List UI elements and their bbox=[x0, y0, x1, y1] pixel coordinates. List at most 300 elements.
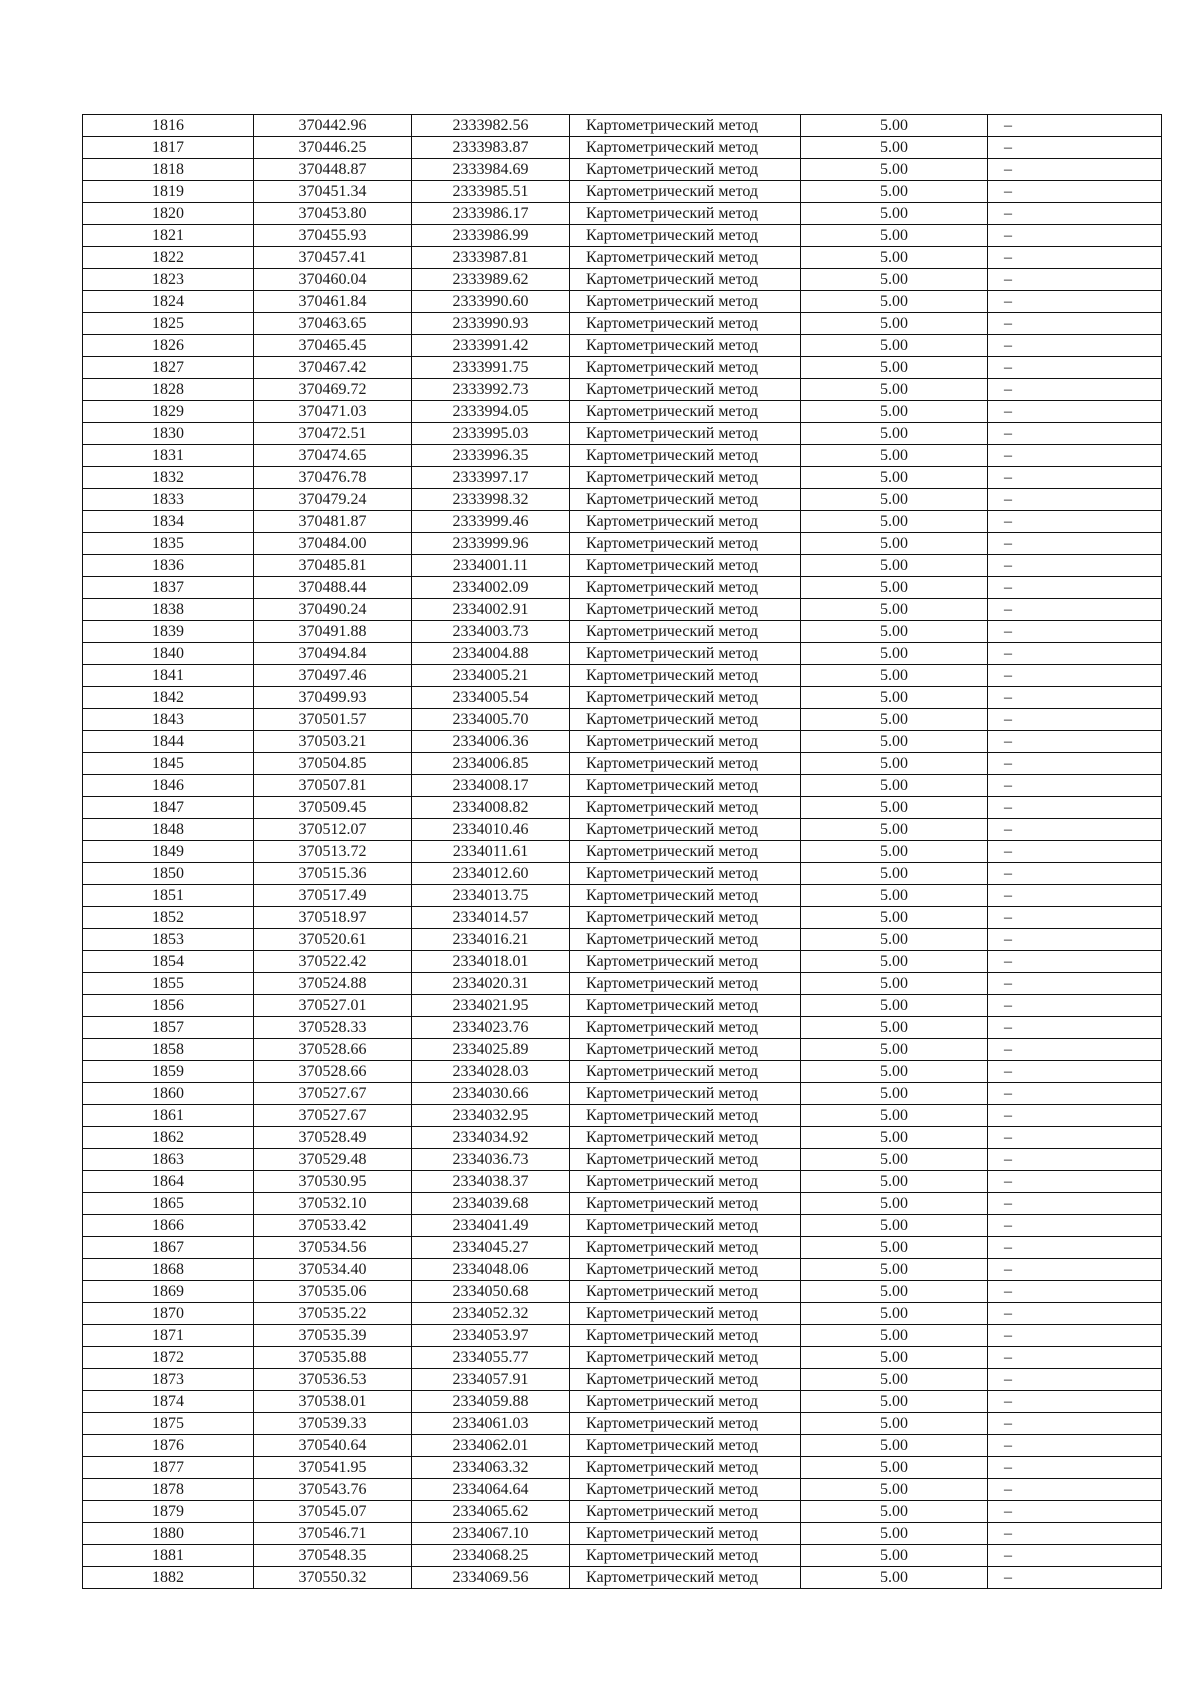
y-coordinate-cell: 2334041.49 bbox=[412, 1215, 570, 1237]
precision-cell: 5.00 bbox=[801, 1193, 988, 1215]
x-coordinate-cell: 370535.88 bbox=[254, 1347, 412, 1369]
note-cell: – bbox=[988, 1193, 1162, 1215]
method-cell: Картометрический метод bbox=[570, 401, 801, 423]
table-row bbox=[83, 1545, 1162, 1567]
table-row bbox=[83, 1457, 1162, 1479]
precision-cell: 5.00 bbox=[801, 775, 988, 797]
table-row bbox=[83, 775, 1162, 797]
table-row bbox=[83, 1391, 1162, 1413]
method-cell: Картометрический метод bbox=[570, 1303, 801, 1325]
note-cell: – bbox=[988, 1479, 1162, 1501]
precision-cell: 5.00 bbox=[801, 1127, 988, 1149]
precision-cell: 5.00 bbox=[801, 555, 988, 577]
table-row bbox=[83, 1501, 1162, 1523]
point-number-cell: 1876 bbox=[83, 1435, 254, 1457]
x-coordinate-cell: 370469.72 bbox=[254, 379, 412, 401]
note-cell: – bbox=[988, 1523, 1162, 1545]
x-coordinate-cell: 370530.95 bbox=[254, 1171, 412, 1193]
y-coordinate-cell: 2334008.82 bbox=[412, 797, 570, 819]
y-coordinate-cell: 2334039.68 bbox=[412, 1193, 570, 1215]
table-row bbox=[83, 1259, 1162, 1281]
precision-cell: 5.00 bbox=[801, 533, 988, 555]
note-cell: – bbox=[988, 841, 1162, 863]
precision-cell: 5.00 bbox=[801, 1435, 988, 1457]
table-row bbox=[83, 929, 1162, 951]
note-cell: – bbox=[988, 1567, 1162, 1589]
method-cell: Картометрический метод bbox=[570, 1347, 801, 1369]
x-coordinate-cell: 370536.53 bbox=[254, 1369, 412, 1391]
note-cell: – bbox=[988, 951, 1162, 973]
table-row bbox=[83, 1105, 1162, 1127]
note-cell: – bbox=[988, 203, 1162, 225]
x-coordinate-cell: 370455.93 bbox=[254, 225, 412, 247]
y-coordinate-cell: 2334012.60 bbox=[412, 863, 570, 885]
x-coordinate-cell: 370471.03 bbox=[254, 401, 412, 423]
note-cell: – bbox=[988, 1413, 1162, 1435]
point-number-cell: 1841 bbox=[83, 665, 254, 687]
x-coordinate-cell: 370503.21 bbox=[254, 731, 412, 753]
point-number-cell: 1857 bbox=[83, 1017, 254, 1039]
point-number-cell: 1829 bbox=[83, 401, 254, 423]
table-row bbox=[83, 863, 1162, 885]
table-row bbox=[83, 357, 1162, 379]
y-coordinate-cell: 2334065.62 bbox=[412, 1501, 570, 1523]
method-cell: Картометрический метод bbox=[570, 1413, 801, 1435]
table-row bbox=[83, 1017, 1162, 1039]
note-cell: – bbox=[988, 687, 1162, 709]
precision-cell: 5.00 bbox=[801, 511, 988, 533]
point-number-cell: 1879 bbox=[83, 1501, 254, 1523]
point-number-cell: 1871 bbox=[83, 1325, 254, 1347]
note-cell: – bbox=[988, 1325, 1162, 1347]
note-cell: – bbox=[988, 357, 1162, 379]
x-coordinate-cell: 370520.61 bbox=[254, 929, 412, 951]
precision-cell: 5.00 bbox=[801, 907, 988, 929]
table-row bbox=[83, 115, 1162, 137]
note-cell: – bbox=[988, 1237, 1162, 1259]
table-row bbox=[83, 1435, 1162, 1457]
x-coordinate-cell: 370467.42 bbox=[254, 357, 412, 379]
point-number-cell: 1848 bbox=[83, 819, 254, 841]
method-cell: Картометрический метод bbox=[570, 181, 801, 203]
precision-cell: 5.00 bbox=[801, 1171, 988, 1193]
x-coordinate-cell: 370517.49 bbox=[254, 885, 412, 907]
point-number-cell: 1830 bbox=[83, 423, 254, 445]
method-cell: Картометрический метод bbox=[570, 753, 801, 775]
method-cell: Картометрический метод bbox=[570, 1457, 801, 1479]
table-row bbox=[83, 1413, 1162, 1435]
note-cell: – bbox=[988, 1105, 1162, 1127]
method-cell: Картометрический метод bbox=[570, 533, 801, 555]
method-cell: Картометрический метод bbox=[570, 313, 801, 335]
precision-cell: 5.00 bbox=[801, 467, 988, 489]
method-cell: Картометрический метод bbox=[570, 1501, 801, 1523]
method-cell: Картометрический метод bbox=[570, 137, 801, 159]
precision-cell: 5.00 bbox=[801, 1303, 988, 1325]
note-cell: – bbox=[988, 445, 1162, 467]
table-row bbox=[83, 1523, 1162, 1545]
x-coordinate-cell: 370460.04 bbox=[254, 269, 412, 291]
note-cell: – bbox=[988, 1281, 1162, 1303]
precision-cell: 5.00 bbox=[801, 885, 988, 907]
method-cell: Картометрический метод bbox=[570, 225, 801, 247]
table-row bbox=[83, 687, 1162, 709]
x-coordinate-cell: 370541.95 bbox=[254, 1457, 412, 1479]
note-cell: – bbox=[988, 709, 1162, 731]
table-row bbox=[83, 1281, 1162, 1303]
precision-cell: 5.00 bbox=[801, 753, 988, 775]
table-row bbox=[83, 1567, 1162, 1589]
precision-cell: 5.00 bbox=[801, 841, 988, 863]
precision-cell: 5.00 bbox=[801, 687, 988, 709]
y-coordinate-cell: 2334064.64 bbox=[412, 1479, 570, 1501]
point-number-cell: 1831 bbox=[83, 445, 254, 467]
method-cell: Картометрический метод bbox=[570, 1281, 801, 1303]
y-coordinate-cell: 2334045.27 bbox=[412, 1237, 570, 1259]
method-cell: Картометрический метод bbox=[570, 907, 801, 929]
note-cell: – bbox=[988, 115, 1162, 137]
note-cell: – bbox=[988, 555, 1162, 577]
method-cell: Картометрический метод bbox=[570, 599, 801, 621]
precision-cell: 5.00 bbox=[801, 379, 988, 401]
note-cell: – bbox=[988, 1501, 1162, 1523]
y-coordinate-cell: 2333996.35 bbox=[412, 445, 570, 467]
x-coordinate-cell: 370527.67 bbox=[254, 1105, 412, 1127]
method-cell: Картометрический метод bbox=[570, 1435, 801, 1457]
point-number-cell: 1853 bbox=[83, 929, 254, 951]
y-coordinate-cell: 2334034.92 bbox=[412, 1127, 570, 1149]
table-row bbox=[83, 203, 1162, 225]
table-row bbox=[83, 951, 1162, 973]
precision-cell: 5.00 bbox=[801, 1259, 988, 1281]
note-cell: – bbox=[988, 423, 1162, 445]
note-cell: – bbox=[988, 599, 1162, 621]
note-cell: – bbox=[988, 1435, 1162, 1457]
point-number-cell: 1877 bbox=[83, 1457, 254, 1479]
precision-cell: 5.00 bbox=[801, 797, 988, 819]
note-cell: – bbox=[988, 621, 1162, 643]
y-coordinate-cell: 2333982.56 bbox=[412, 115, 570, 137]
y-coordinate-cell: 2334008.17 bbox=[412, 775, 570, 797]
precision-cell: 5.00 bbox=[801, 951, 988, 973]
table-row bbox=[83, 731, 1162, 753]
table-row bbox=[83, 445, 1162, 467]
method-cell: Картометрический метод bbox=[570, 1105, 801, 1127]
note-cell: – bbox=[988, 1457, 1162, 1479]
table-row bbox=[83, 577, 1162, 599]
method-cell: Картометрический метод bbox=[570, 247, 801, 269]
point-number-cell: 1874 bbox=[83, 1391, 254, 1413]
table-row bbox=[83, 1237, 1162, 1259]
x-coordinate-cell: 370504.85 bbox=[254, 753, 412, 775]
x-coordinate-cell: 370485.81 bbox=[254, 555, 412, 577]
method-cell: Картометрический метод bbox=[570, 379, 801, 401]
y-coordinate-cell: 2333992.73 bbox=[412, 379, 570, 401]
y-coordinate-cell: 2334014.57 bbox=[412, 907, 570, 929]
x-coordinate-cell: 370550.32 bbox=[254, 1567, 412, 1589]
precision-cell: 5.00 bbox=[801, 577, 988, 599]
precision-cell: 5.00 bbox=[801, 291, 988, 313]
y-coordinate-cell: 2334059.88 bbox=[412, 1391, 570, 1413]
point-number-cell: 1824 bbox=[83, 291, 254, 313]
precision-cell: 5.00 bbox=[801, 225, 988, 247]
point-number-cell: 1844 bbox=[83, 731, 254, 753]
method-cell: Картометрический метод bbox=[570, 269, 801, 291]
method-cell: Картометрический метод bbox=[570, 1523, 801, 1545]
point-number-cell: 1878 bbox=[83, 1479, 254, 1501]
point-number-cell: 1860 bbox=[83, 1083, 254, 1105]
y-coordinate-cell: 2334052.32 bbox=[412, 1303, 570, 1325]
precision-cell: 5.00 bbox=[801, 621, 988, 643]
point-number-cell: 1861 bbox=[83, 1105, 254, 1127]
table-row bbox=[83, 819, 1162, 841]
precision-cell: 5.00 bbox=[801, 181, 988, 203]
point-number-cell: 1859 bbox=[83, 1061, 254, 1083]
method-cell: Картометрический метод bbox=[570, 819, 801, 841]
point-number-cell: 1875 bbox=[83, 1413, 254, 1435]
x-coordinate-cell: 370546.71 bbox=[254, 1523, 412, 1545]
y-coordinate-cell: 2334038.37 bbox=[412, 1171, 570, 1193]
method-cell: Картометрический метод bbox=[570, 555, 801, 577]
note-cell: – bbox=[988, 1259, 1162, 1281]
method-cell: Картометрический метод bbox=[570, 1369, 801, 1391]
note-cell: – bbox=[988, 335, 1162, 357]
x-coordinate-cell: 370529.48 bbox=[254, 1149, 412, 1171]
x-coordinate-cell: 370491.88 bbox=[254, 621, 412, 643]
x-coordinate-cell: 370448.87 bbox=[254, 159, 412, 181]
method-cell: Картометрический метод bbox=[570, 357, 801, 379]
x-coordinate-cell: 370528.33 bbox=[254, 1017, 412, 1039]
note-cell: – bbox=[988, 1061, 1162, 1083]
method-cell: Картометрический метод bbox=[570, 995, 801, 1017]
table-row bbox=[83, 1303, 1162, 1325]
note-cell: – bbox=[988, 401, 1162, 423]
precision-cell: 5.00 bbox=[801, 1523, 988, 1545]
precision-cell: 5.00 bbox=[801, 1567, 988, 1589]
method-cell: Картометрический метод bbox=[570, 1259, 801, 1281]
note-cell: – bbox=[988, 225, 1162, 247]
x-coordinate-cell: 370479.24 bbox=[254, 489, 412, 511]
x-coordinate-cell: 370497.46 bbox=[254, 665, 412, 687]
x-coordinate-cell: 370474.65 bbox=[254, 445, 412, 467]
point-number-cell: 1843 bbox=[83, 709, 254, 731]
precision-cell: 5.00 bbox=[801, 643, 988, 665]
method-cell: Картометрический метод bbox=[570, 1061, 801, 1083]
precision-cell: 5.00 bbox=[801, 159, 988, 181]
y-coordinate-cell: 2333995.03 bbox=[412, 423, 570, 445]
y-coordinate-cell: 2333984.69 bbox=[412, 159, 570, 181]
method-cell: Картометрический метод bbox=[570, 1193, 801, 1215]
precision-cell: 5.00 bbox=[801, 709, 988, 731]
y-coordinate-cell: 2334021.95 bbox=[412, 995, 570, 1017]
y-coordinate-cell: 2334006.85 bbox=[412, 753, 570, 775]
precision-cell: 5.00 bbox=[801, 1061, 988, 1083]
method-cell: Картометрический метод bbox=[570, 1171, 801, 1193]
table-row bbox=[83, 533, 1162, 555]
table-row bbox=[83, 995, 1162, 1017]
table-row bbox=[83, 489, 1162, 511]
note-cell: – bbox=[988, 797, 1162, 819]
note-cell: – bbox=[988, 973, 1162, 995]
precision-cell: 5.00 bbox=[801, 929, 988, 951]
point-number-cell: 1818 bbox=[83, 159, 254, 181]
y-coordinate-cell: 2333990.93 bbox=[412, 313, 570, 335]
point-number-cell: 1864 bbox=[83, 1171, 254, 1193]
method-cell: Картометрический метод bbox=[570, 929, 801, 951]
table-row bbox=[83, 1215, 1162, 1237]
point-number-cell: 1865 bbox=[83, 1193, 254, 1215]
method-cell: Картометрический метод bbox=[570, 115, 801, 137]
point-number-cell: 1834 bbox=[83, 511, 254, 533]
y-coordinate-cell: 2334005.54 bbox=[412, 687, 570, 709]
table-row bbox=[83, 621, 1162, 643]
y-coordinate-cell: 2334020.31 bbox=[412, 973, 570, 995]
point-number-cell: 1832 bbox=[83, 467, 254, 489]
y-coordinate-cell: 2333987.81 bbox=[412, 247, 570, 269]
point-number-cell: 1847 bbox=[83, 797, 254, 819]
table-row bbox=[83, 511, 1162, 533]
method-cell: Картометрический метод bbox=[570, 621, 801, 643]
point-number-cell: 1826 bbox=[83, 335, 254, 357]
table-row bbox=[83, 1039, 1162, 1061]
point-number-cell: 1849 bbox=[83, 841, 254, 863]
method-cell: Картометрический метод bbox=[570, 445, 801, 467]
note-cell: – bbox=[988, 775, 1162, 797]
precision-cell: 5.00 bbox=[801, 357, 988, 379]
x-coordinate-cell: 370513.72 bbox=[254, 841, 412, 863]
x-coordinate-cell: 370476.78 bbox=[254, 467, 412, 489]
y-coordinate-cell: 2334061.03 bbox=[412, 1413, 570, 1435]
precision-cell: 5.00 bbox=[801, 1281, 988, 1303]
precision-cell: 5.00 bbox=[801, 313, 988, 335]
point-number-cell: 1823 bbox=[83, 269, 254, 291]
note-cell: – bbox=[988, 137, 1162, 159]
x-coordinate-cell: 370539.33 bbox=[254, 1413, 412, 1435]
note-cell: – bbox=[988, 1369, 1162, 1391]
x-coordinate-cell: 370528.66 bbox=[254, 1039, 412, 1061]
method-cell: Картометрический метод bbox=[570, 1567, 801, 1589]
table-row bbox=[83, 665, 1162, 687]
precision-cell: 5.00 bbox=[801, 203, 988, 225]
x-coordinate-cell: 370527.67 bbox=[254, 1083, 412, 1105]
point-number-cell: 1851 bbox=[83, 885, 254, 907]
x-coordinate-cell: 370494.84 bbox=[254, 643, 412, 665]
point-number-cell: 1827 bbox=[83, 357, 254, 379]
precision-cell: 5.00 bbox=[801, 269, 988, 291]
table-row bbox=[83, 599, 1162, 621]
note-cell: – bbox=[988, 291, 1162, 313]
table-row bbox=[83, 1193, 1162, 1215]
point-number-cell: 1850 bbox=[83, 863, 254, 885]
note-cell: – bbox=[988, 1149, 1162, 1171]
precision-cell: 5.00 bbox=[801, 1215, 988, 1237]
precision-cell: 5.00 bbox=[801, 1017, 988, 1039]
precision-cell: 5.00 bbox=[801, 731, 988, 753]
point-number-cell: 1828 bbox=[83, 379, 254, 401]
x-coordinate-cell: 370540.64 bbox=[254, 1435, 412, 1457]
point-number-cell: 1854 bbox=[83, 951, 254, 973]
note-cell: – bbox=[988, 1127, 1162, 1149]
method-cell: Картометрический метод bbox=[570, 1149, 801, 1171]
table-row bbox=[83, 291, 1162, 313]
point-number-cell: 1872 bbox=[83, 1347, 254, 1369]
note-cell: – bbox=[988, 1215, 1162, 1237]
y-coordinate-cell: 2334068.25 bbox=[412, 1545, 570, 1567]
method-cell: Картометрический метод bbox=[570, 335, 801, 357]
y-coordinate-cell: 2333994.05 bbox=[412, 401, 570, 423]
point-number-cell: 1868 bbox=[83, 1259, 254, 1281]
y-coordinate-cell: 2334013.75 bbox=[412, 885, 570, 907]
y-coordinate-cell: 2334053.97 bbox=[412, 1325, 570, 1347]
precision-cell: 5.00 bbox=[801, 819, 988, 841]
point-number-cell: 1836 bbox=[83, 555, 254, 577]
method-cell: Картометрический метод bbox=[570, 423, 801, 445]
y-coordinate-cell: 2334030.66 bbox=[412, 1083, 570, 1105]
point-number-cell: 1845 bbox=[83, 753, 254, 775]
y-coordinate-cell: 2334067.10 bbox=[412, 1523, 570, 1545]
precision-cell: 5.00 bbox=[801, 1501, 988, 1523]
note-cell: – bbox=[988, 1347, 1162, 1369]
table-row bbox=[83, 335, 1162, 357]
precision-cell: 5.00 bbox=[801, 1347, 988, 1369]
y-coordinate-cell: 2333985.51 bbox=[412, 181, 570, 203]
x-coordinate-cell: 370472.51 bbox=[254, 423, 412, 445]
table-row bbox=[83, 1083, 1162, 1105]
table-row bbox=[83, 1369, 1162, 1391]
method-cell: Картометрический метод bbox=[570, 973, 801, 995]
y-coordinate-cell: 2334032.95 bbox=[412, 1105, 570, 1127]
table-row bbox=[83, 643, 1162, 665]
table-row bbox=[83, 401, 1162, 423]
x-coordinate-cell: 370446.25 bbox=[254, 137, 412, 159]
y-coordinate-cell: 2333997.17 bbox=[412, 467, 570, 489]
note-cell: – bbox=[988, 511, 1162, 533]
y-coordinate-cell: 2333998.32 bbox=[412, 489, 570, 511]
x-coordinate-cell: 370465.45 bbox=[254, 335, 412, 357]
method-cell: Картометрический метод bbox=[570, 1391, 801, 1413]
x-coordinate-cell: 370528.66 bbox=[254, 1061, 412, 1083]
point-number-cell: 1821 bbox=[83, 225, 254, 247]
method-cell: Картометрический метод bbox=[570, 643, 801, 665]
note-cell: – bbox=[988, 313, 1162, 335]
y-coordinate-cell: 2334063.32 bbox=[412, 1457, 570, 1479]
table-row bbox=[83, 1149, 1162, 1171]
point-number-cell: 1840 bbox=[83, 643, 254, 665]
table-row bbox=[83, 1171, 1162, 1193]
note-cell: – bbox=[988, 181, 1162, 203]
x-coordinate-cell: 370518.97 bbox=[254, 907, 412, 929]
note-cell: – bbox=[988, 1017, 1162, 1039]
method-cell: Картометрический метод bbox=[570, 885, 801, 907]
precision-cell: 5.00 bbox=[801, 1413, 988, 1435]
x-coordinate-cell: 370512.07 bbox=[254, 819, 412, 841]
note-cell: – bbox=[988, 929, 1162, 951]
method-cell: Картометрический метод bbox=[570, 1039, 801, 1061]
x-coordinate-cell: 370515.36 bbox=[254, 863, 412, 885]
table-row bbox=[83, 467, 1162, 489]
point-number-cell: 1837 bbox=[83, 577, 254, 599]
x-coordinate-cell: 370524.88 bbox=[254, 973, 412, 995]
method-cell: Картометрический метод bbox=[570, 1127, 801, 1149]
x-coordinate-cell: 370490.24 bbox=[254, 599, 412, 621]
note-cell: – bbox=[988, 885, 1162, 907]
method-cell: Картометрический метод bbox=[570, 709, 801, 731]
x-coordinate-cell: 370534.40 bbox=[254, 1259, 412, 1281]
point-number-cell: 1856 bbox=[83, 995, 254, 1017]
y-coordinate-cell: 2334018.01 bbox=[412, 951, 570, 973]
precision-cell: 5.00 bbox=[801, 973, 988, 995]
x-coordinate-cell: 370461.84 bbox=[254, 291, 412, 313]
